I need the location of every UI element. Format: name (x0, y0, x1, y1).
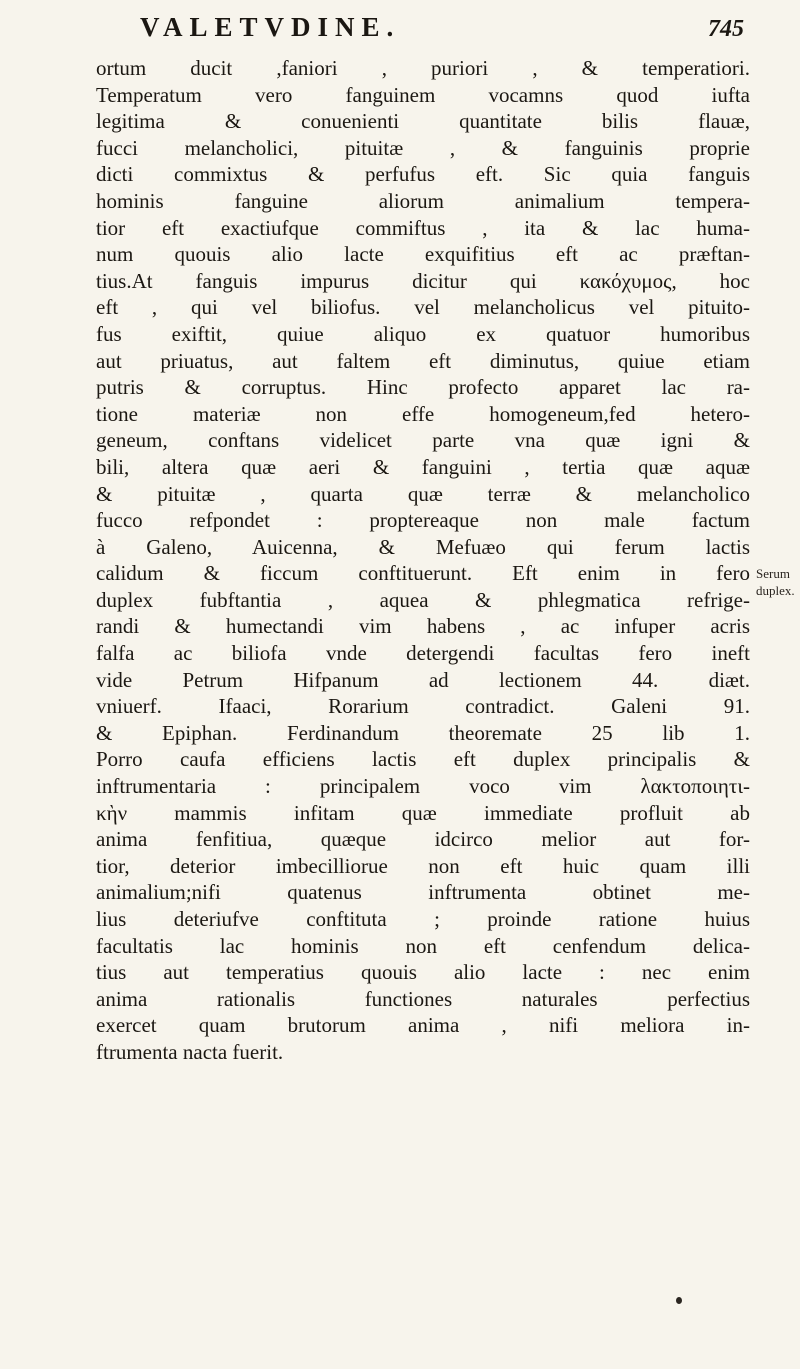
text-line: tius.At fanguis impurus dicitur qui κακόχυμος, hoc (96, 268, 750, 293)
text-line: tior, deterior imbecilliorue non eft huic quam illi (96, 853, 750, 878)
text-line: inftrumentaria : principalem voco vim λακτοποιητι- (96, 774, 750, 799)
margin-note (756, 565, 798, 599)
text-line: bili, altera quæ aeri & fanguini , tertia quæ aquæ (96, 454, 750, 479)
text-line: fucci melancholici, pituitæ , & fanguinis proprie (96, 135, 750, 160)
text-line: tior eft exactiufque commiftus , ita & lac huma- (96, 215, 750, 240)
text-line: fucco refpondet : proptereaque non male factum (96, 508, 750, 533)
text-line: num quouis alio lacte exquifitius eft ac præftan- (96, 242, 750, 267)
body-text (96, 55, 750, 1066)
text-line: & Epiphan. Ferdinandum theoremate 25 lib 1. (96, 720, 750, 745)
text-line: calidum & ficcum conftituerunt. Eft enim in fero (96, 561, 750, 586)
text-line: Porro caufa efficiens lactis eft duplex principalis & (96, 747, 750, 772)
text-line: duplex fubftantia , aquea & phlegmatica refrige- (96, 587, 750, 612)
text-line: anima rationalis functiones naturales perfectius (96, 986, 750, 1011)
text-line: randi & humectandi vim habens , ac infuper acris (96, 614, 750, 639)
text-line: aut priuatus, aut faltem eft diminutus, quiue etiam (96, 348, 750, 373)
text-line: κὴν mammis infitam quæ immediate profluit ab (96, 800, 750, 825)
text-line: tius aut temperatius quouis alio lacte : nec enim (96, 960, 750, 985)
margin-note-line: Serum (756, 566, 790, 581)
text-line: Temperatum vero fanguinem vocamns quod iufta (96, 82, 750, 107)
text-line: animalium;nifi quatenus inftrumenta obtinet me- (96, 880, 750, 905)
text-line: exercet quam brutorum anima , nifi meliora in- (96, 1013, 750, 1038)
text-line: falfa ac biliofa vnde detergendi facultas fero ineft (96, 641, 750, 666)
text-line: putris & corruptus. Hinc profecto apparet lac ra- (96, 375, 750, 400)
text-line: à Galeno, Auicenna, & Mefuæo qui ferum lactis (96, 534, 750, 559)
text-line: fus exiftit, quiue aliquo ex quatuor humoribus (96, 321, 750, 346)
text-line: eft , qui vel biliofus. vel melancholicus vel pituito- (96, 295, 750, 320)
ink-speck (676, 1297, 682, 1304)
text-line: facultatis lac hominis non eft cenfendum delica- (96, 933, 750, 958)
margin-note-line: duplex. (756, 583, 795, 598)
text-line: vniuerf. Ifaaci, Rorarium contradict. Galeni 91. (96, 694, 750, 719)
text-line: geneum, conftans videlicet parte vna quæ igni & (96, 428, 750, 453)
text-line: dicti commixtus & perfufus eft. Sic quia fanguis (96, 162, 750, 187)
text-line: ftrumenta nacta fuerit. (96, 1039, 284, 1064)
text-line: hominis fanguine aliorum animalium tempera- (96, 188, 750, 213)
running-head: VALETVDINE. (140, 12, 401, 42)
text-line: tione materiæ non effe homogeneum,fed hetero- (96, 401, 750, 426)
text-line: ortum ducit ,faniori , puriori , & temperatiori. (96, 56, 750, 80)
text-line: & pituitæ , quarta quæ terræ & melancholico (96, 481, 750, 506)
page-number: 745 (708, 16, 744, 42)
text-line: legitima & conuenienti quantitate bilis flauæ, (96, 109, 750, 134)
text-line: anima fenfitiua, quæque idcirco melior aut for- (96, 827, 750, 852)
text-line: vide Petrum Hifpanum ad lectionem 44. diæt. (96, 667, 750, 692)
text-line: lius deteriufve conftituta ; proinde ratione huius (96, 907, 750, 931)
